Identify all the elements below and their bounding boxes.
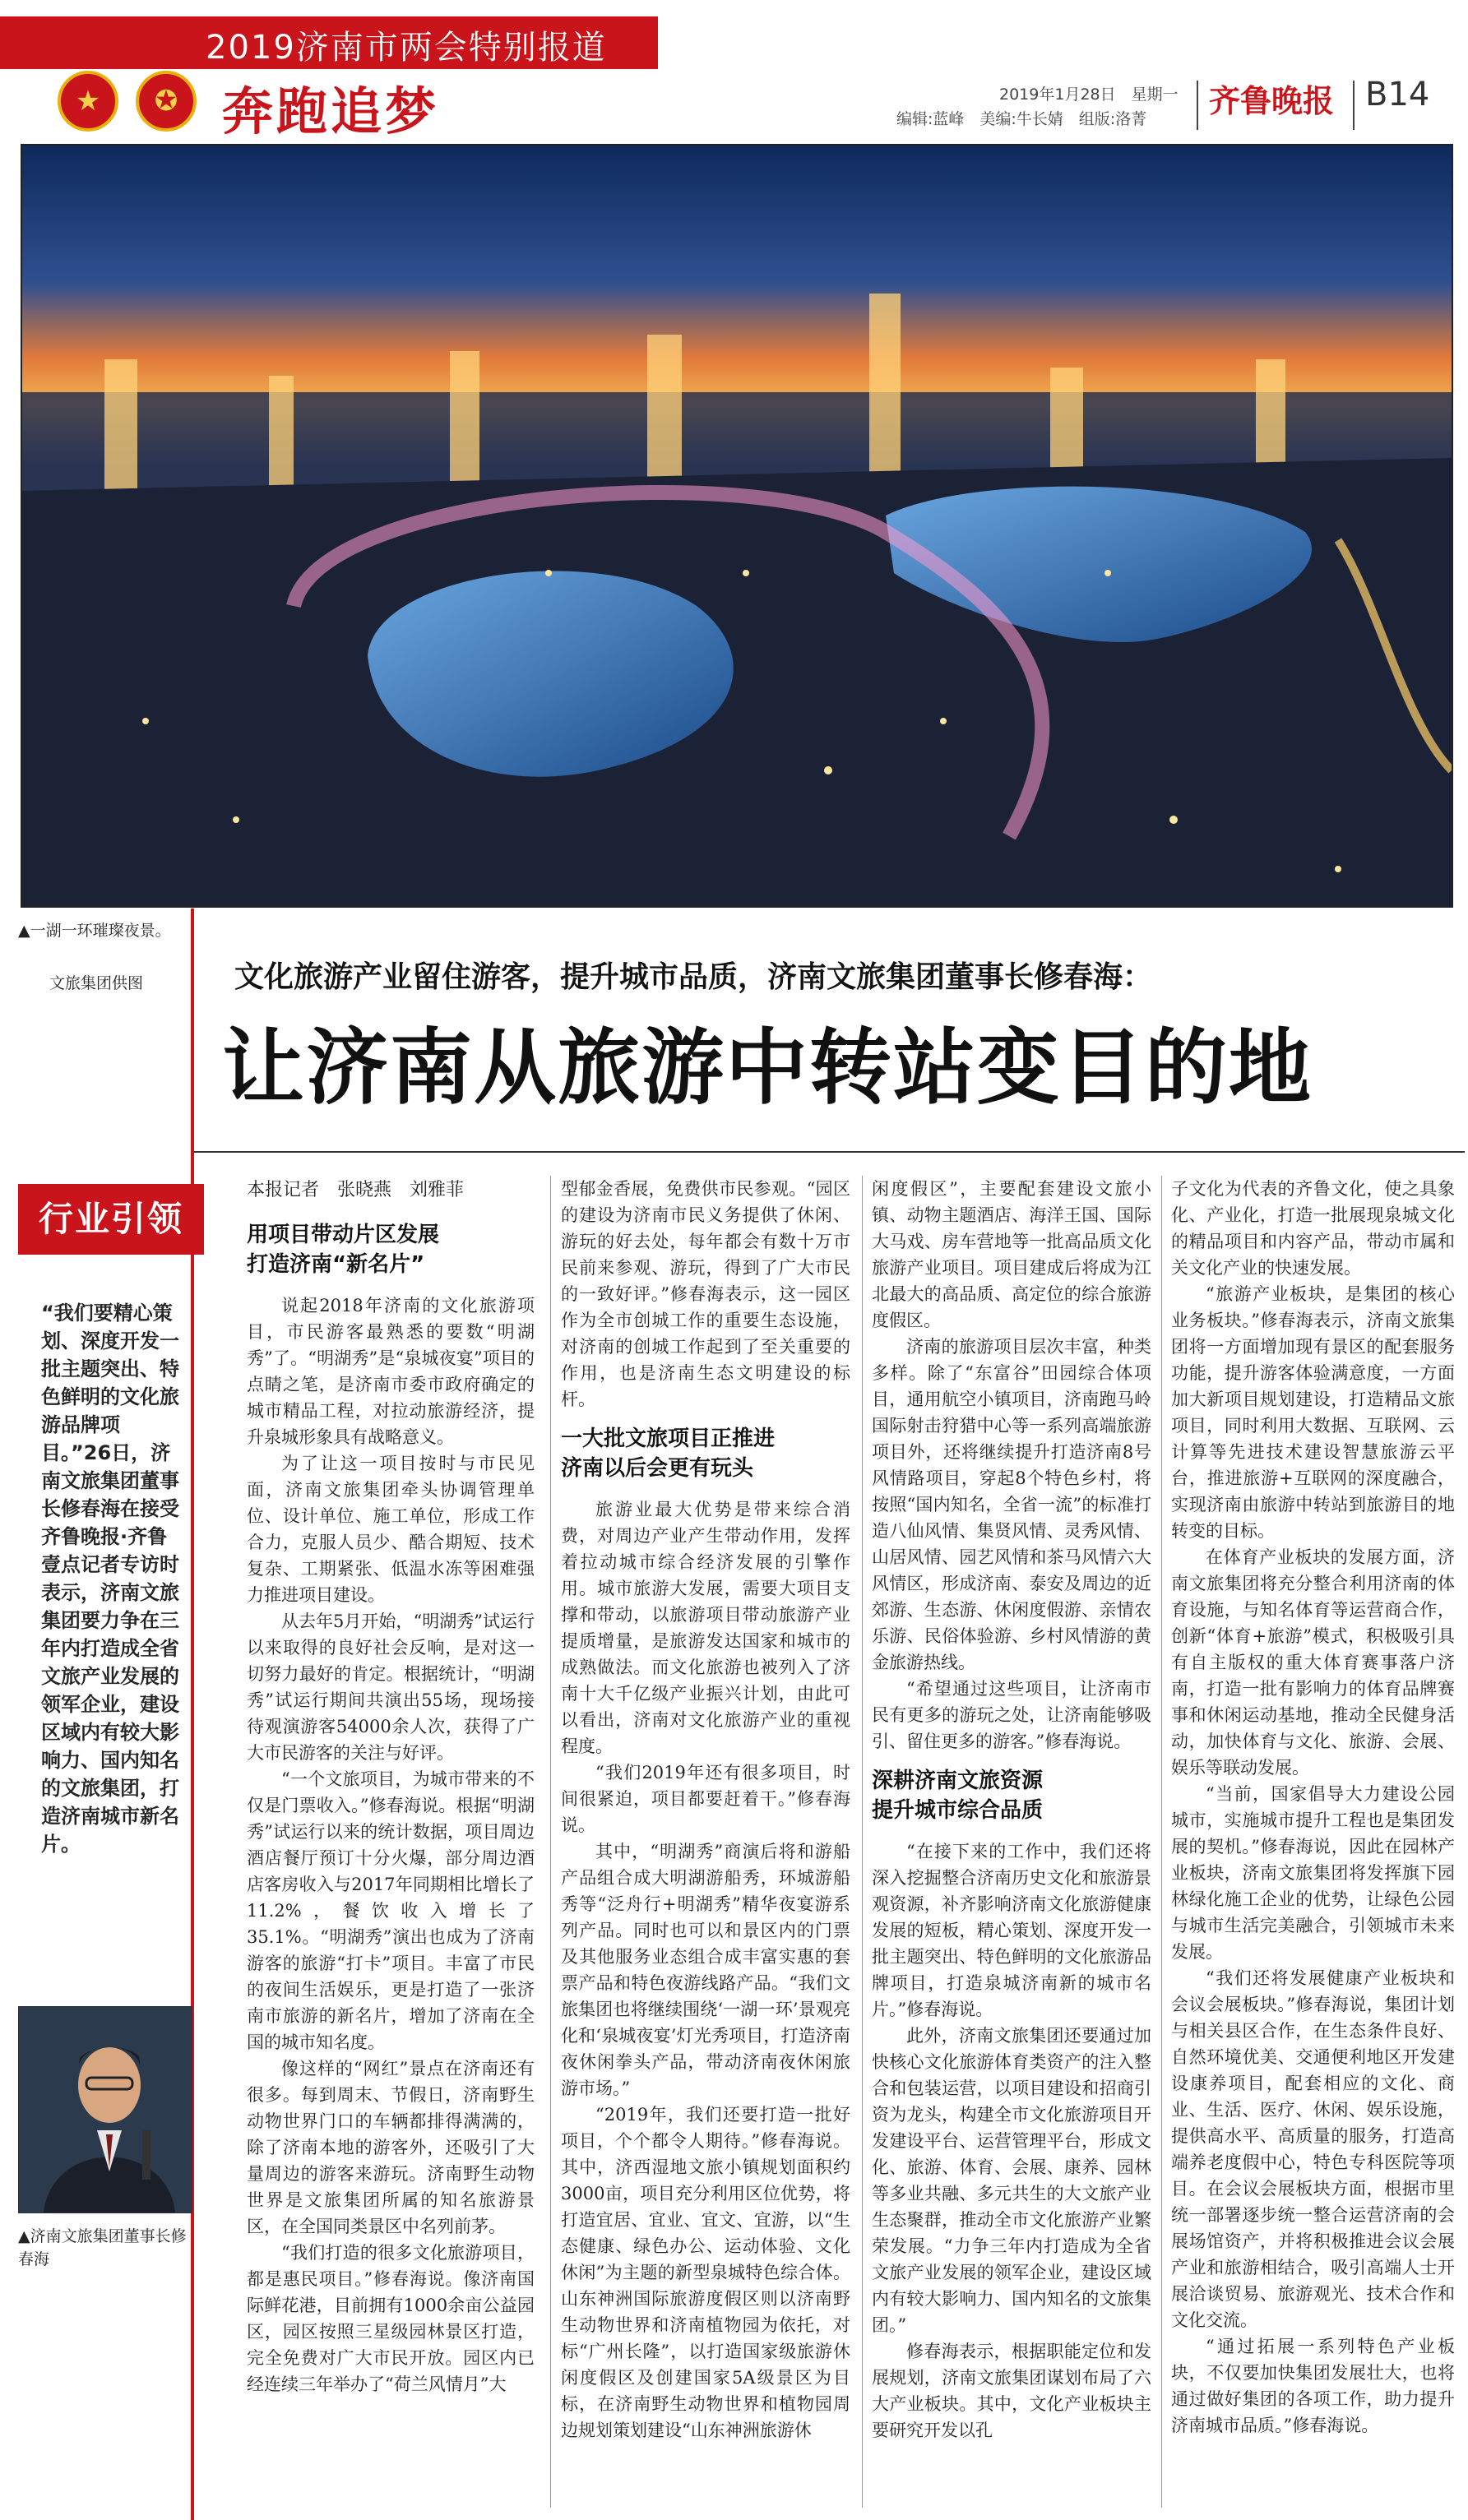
photo-caption: ▲一湖一环璀璨夜景。 — [18, 922, 171, 940]
subhead-line: 提升城市综合品质 — [872, 1798, 1044, 1823]
article-paragraph: “通过拓展一系列特色产业板块，不仅要加快集团发展壮大，也将通过做好集团的各项工作，助力提升济南城市品质。”修春海说。 — [1171, 2337, 1455, 2435]
header-divider — [1197, 81, 1198, 130]
article-paragraph: 其中，“明湖秀”商演后将和游船产品组合成大明湖游船秀，环城游船秀等“泛舟行+明湖秀”精华夜宴游系列产品。同时也可以和景区内的门票及其他服务业态组合成丰富实惠的套票产品和特色夜游线路产品。“我们文旅集团也将继续围绕‘一湖一环’景观亮化和‘泉城夜宴’灯光秀项目，打造济南夜休闲拳头产品，带动济南夜休闲旅游市场。” — [561, 1842, 850, 2098]
article-paragraph: “我们2019年还有很多项目，时间很紧迫，项目都要赶着干。”修春海说。 — [561, 1763, 850, 1835]
article-paragraph: 旅游业最大优势是带来综合消费，对周边产业产生带动作用，发挥着拉动城市综合经济发展的引擎作用。城市旅游大发展，需要大项目支撑和带动，以旅游项目带动旅游产业提质增量，是旅游发达国家和城市的成熟做法。而文化旅游也被列入了济南十大千亿级产业振兴计划，由此可以看出，济南对文化旅游产业的重视程度。 — [561, 1500, 850, 1756]
page-number: B14 — [1365, 76, 1430, 113]
article-paragraph: 济南的旅游项目层次丰富，种类多样。除了“东富谷”田园综合体项目，通用航空小镇项目，济南跑马岭国际射击狩猎中心等一系列高端旅游项目外，还将继续提升打造济南8号风情路项目，穿起8个特色乡村，将按照“国内知名，全省一流”的标准打造八仙风情、集贤风情、灵秀风情、山居风情、园艺风情和茶马风情六大风情区，形成济南、泰安及周边的近郊游、生态游、休闲度假游、亲情农乐游、民俗体验游、乡村风情游的黄金旅游热线。 — [872, 1337, 1151, 1672]
article-paragraph: “希望通过这些项目，让济南市民有更多的游玩之处，让济南能够吸引、留住更多的游客。”修春海说。 — [872, 1679, 1151, 1751]
header-divider — [1353, 81, 1355, 130]
article-paragraph: “旅游产业板块，是集团的核心业务板块。”修春海表示，济南文旅集团将一方面增加现有景区的配套服务功能，提升游客体验满意度，一方面加大新项目规划建设，打造精品文旅项目，同时利用大数据、互联网、云计算等先进技术建设智慧旅游云平台，推进旅游+互联网的深度融合，实现济南由旅游中转站到旅游目的地转变的目标。 — [1171, 1284, 1455, 1541]
article-paragraph: 修春海表示，根据职能定位和发展规划，济南文旅集团谋划布局了六大产业板块。其中，文化产业板块主要研究开发以孔 — [872, 2342, 1151, 2440]
subhead-project-driven — [247, 1220, 535, 1279]
column-divider — [550, 1176, 551, 2508]
red-rule — [191, 909, 194, 2520]
subhead-deepen-resources — [872, 1766, 1151, 1825]
cppcc-emblem-icon: ✪ — [136, 71, 197, 132]
article-column-2 — [561, 1176, 850, 2512]
article-column-4 — [1171, 1176, 1455, 2512]
subhead-line: 打造济南“新名片” — [247, 1252, 425, 1277]
column-divider — [862, 1176, 863, 2508]
editors-line: 编辑:蓝峰 美编:牛长婧 组版:洛菁 — [896, 110, 1147, 128]
article-paragraph: “在接下来的工作中，我们还将深入挖掘整合济南历史文化和旅游景观资源，补齐影响济南文化旅游健康发展的短板，精心策划、深度开发一批主题突出、特色鲜明的文化旅游品牌项目，打造泉城济南新的城市名片。”修春海说。 — [872, 1842, 1151, 2019]
headline-rule — [194, 1151, 1465, 1153]
article-paragraph: 说起2018年济南的文化旅游项目，市民游客最熟悉的要数“明湖秀”了。“明湖秀”是“泉城夜宴”项目的点睛之笔，是济南市委市政府确定的城市精品工程，对拉动旅游经济，提升泉城形象具有战略意义。 — [247, 1296, 535, 1447]
night-lake-photo — [21, 144, 1453, 908]
photo-credit: 文旅集团供图 — [49, 974, 144, 992]
sub-headline: 文化旅游产业留住游客，提升城市品质，济南文旅集团董事长修春海： — [234, 960, 1153, 994]
main-headline: 让济南从旅游中转站变目的地 — [222, 1020, 1313, 1116]
subhead-line: 济南以后会更有玩头 — [561, 1456, 754, 1481]
article-paragraph: “我们打造的很多文化旅游项目，都是惠民项目。”修春海说。像济南国际鲜花港，目前拥有1000余亩公益园区，园区按照三星级园林景区打造，完全免费对广大市民开放。园区内已经连续三年举办了“荷兰风情月”大 — [247, 2243, 535, 2394]
article-column-3 — [872, 1176, 1151, 2512]
portrait-photo — [18, 2006, 192, 2213]
article-paragraph: 为了让这一项目按时与市民见面，济南文旅集团牵头协调管理单位、设计单位、施工单位，形成工作合力，克服人员少、酷合期短、技术复杂、工期紧张、低温水冻等困难强力推进项目建设。 — [247, 1454, 535, 1605]
article-paragraph: “当前，国家倡导大力建设公园城市，实施城市提升工程也是集团发展的契机。”修春海说，因此在园林产业板块，济南文旅集团将发挥旗下园林绿化施工企业的优势，让绿色公园与城市生活完美融合，引领城市未来发展。 — [1171, 1784, 1455, 1962]
article-paragraph: 闲度假区”，主要配套建设文旅小镇、动物主题酒店、海洋王国、国际大马戏、房车营地等一批高品质文化旅游产业项目。项目建成后将成为江北最大的高品质、高定位的综合旅游度假区。 — [872, 1179, 1151, 1330]
article-paragraph: 从去年5月开始，“明湖秀”试运行以来取得的良好社会反响，是对这一切努力最好的肯定。根据统计，“明湖秀”试运行期间共演出55场，现场接待观演游客54000余人次，获得了广大市民游客的关注与好评。 — [247, 1611, 535, 1763]
section-slogan: 奔跑追梦 — [222, 81, 440, 141]
article-paragraph: “一个文旅项目，为城市带来的不仅是门票收入。”修春海说。根据“明湖秀”试运行以来的统计数据，项目周边酒店餐厅预订十分火爆，部分周边酒店客房收入与2017年同期相比增长了11.2%，餐饮收入增长了35.1%。“明湖秀”演出也成为了济南游客的旅游“打卡”项目。丰富了市民的夜间生活娱乐，更是打造了一张济南市旅游的新名片，增加了济南在全国的城市知名度。 — [247, 1769, 535, 2052]
column-divider — [1161, 1176, 1162, 2508]
article-paragraph: 此外，济南文旅集团还要通过加快核心文化旅游体育类资产的注入整合和包装运营，以项目建设和招商引资为龙头，构建全市文化旅游项目开发建设平台、运营管理平台，形成文化、旅游、体育、会展、康养、园林等多业共融、多元共生的大文旅产业生态聚群，推动全市文化旅游产业繁荣发展。“力争三年内打造成为全省文旅产业发展的领军企业，建设区域内有较大影响力、国内知名的文旅集团。” — [872, 2026, 1151, 2335]
subhead-new-projects — [561, 1424, 850, 1483]
subhead-line: 一大批文旅项目正推进 — [561, 1426, 776, 1451]
byline: 本报记者 张晓燕 刘雅菲 — [247, 1180, 465, 1200]
portrait-caption: ▲济南文旅集团董事长修春海 — [18, 2227, 187, 2268]
article-paragraph: 型郁金香展，免费供市民参观。“园区的建设为济南市民义务提供了休闲、游玩的好去处，每年都会有数十万市民前来参观、游玩，得到了广大市民的一致好评。”修春海表示，这一园区作为全市创城工作的重要生态设施，对济南的创城工作起到了至关重要的作用，也是济南生态文明建设的标杆。 — [561, 1179, 850, 1409]
article-paragraph: 子文化为代表的齐鲁文化，使之具象化、产业化，打造一批展现泉城文化的精品项目和内容产品，带动市属和关文化产业的快速发展。 — [1171, 1179, 1455, 1278]
article-paragraph: “2019年，我们还要打造一批好项目，个个都令人期待。”修春海说。其中，济西湿地文旅小镇规划面积约3000亩，项目充分利用区位优势，将打造宜居、宜业、宜文、宜游，以“生态健康、绿色办公、运动体验、文化休闲”为主题的新型泉城特色综合体。山东神洲国际旅游度假区则以济南野生动物世界和济南植物园为依托，对标“广州长隆”，以打造国家级旅游休闲度假区及创建国家5A级景区为目标，在济南野生动物世界和植物园周边规划策划建设“山东神洲旅游休 — [561, 2105, 850, 2440]
section-tag-label: 行业引领 — [38, 1199, 183, 1239]
article-paragraph: 在体育产业板块的发展方面，济南文旅集团将充分整合利用济南的体育设施，与知名体育等运营商合作，创新“体育+旅游”模式，积极吸引具有自主版权的重大体育赛事落户济南，打造一批有影响力的体育品牌赛事和休闲运动基地，推动全民健身活动，加快体育与文化、旅游、会展、娱乐等联动发展。 — [1171, 1547, 1455, 1778]
subhead-line: 用项目带动片区发展 — [247, 1223, 440, 1247]
article-paragraph: “我们还将发展健康产业板块和会议会展板块。”修春海说，集团计划与相关县区合作，在生态条件良好、自然环境优美、交通便利地区开发建设康养项目，配套相应的文化、商业、生活、医疗、休闲、娱乐设施，提供高水平、高质量的服务，打造高端养老度假中心，特色专科医院等项目。在会议会展板块方面，根据市里统一部署逐步统一整合运营济南的会展场馆资产，并将积极推进会议会展产业和旅游相结合，吸引高端人士开展洽谈贸易、旅游观光、技术合作和文化交流。 — [1171, 1968, 1455, 2330]
national-emblem-icon: ★ — [58, 71, 118, 132]
lead-summary: “我们要精心策划、深度开发一批主题突出、特色鲜明的文化旅游品牌项目。”26日，济南文旅集团董事长修春海在接受齐鲁晚报·齐鲁壹点记者专访时表示，济南文旅集团要力争在三年内打造成全省文旅产业发展的领军企业，建设区域内有较大影响力、国内知名的文旅集团，打造济南城市新名片。 — [41, 1302, 179, 1856]
article-paragraph: 像这样的“网红”景点在济南还有很多。每到周末、节假日，济南野生动物世界门口的车辆都排得满满的，除了济南本地的游客外，还吸引了大量周边的游客来游玩。济南野生动物世界是文旅集团所属的知名旅游景区，在全国同类景区中名列前茅。 — [247, 2059, 535, 2236]
section-tag — [18, 1184, 204, 1255]
paper-name: 齐鲁晚报 — [1209, 82, 1335, 119]
article-column-1 — [247, 1209, 535, 2512]
event-title: 2019济南市两会特别报道 — [206, 29, 607, 67]
subhead-line: 深耕济南文旅资源 — [872, 1769, 1044, 1793]
date-line: 2019年1月28日 星期一 — [999, 86, 1179, 104]
